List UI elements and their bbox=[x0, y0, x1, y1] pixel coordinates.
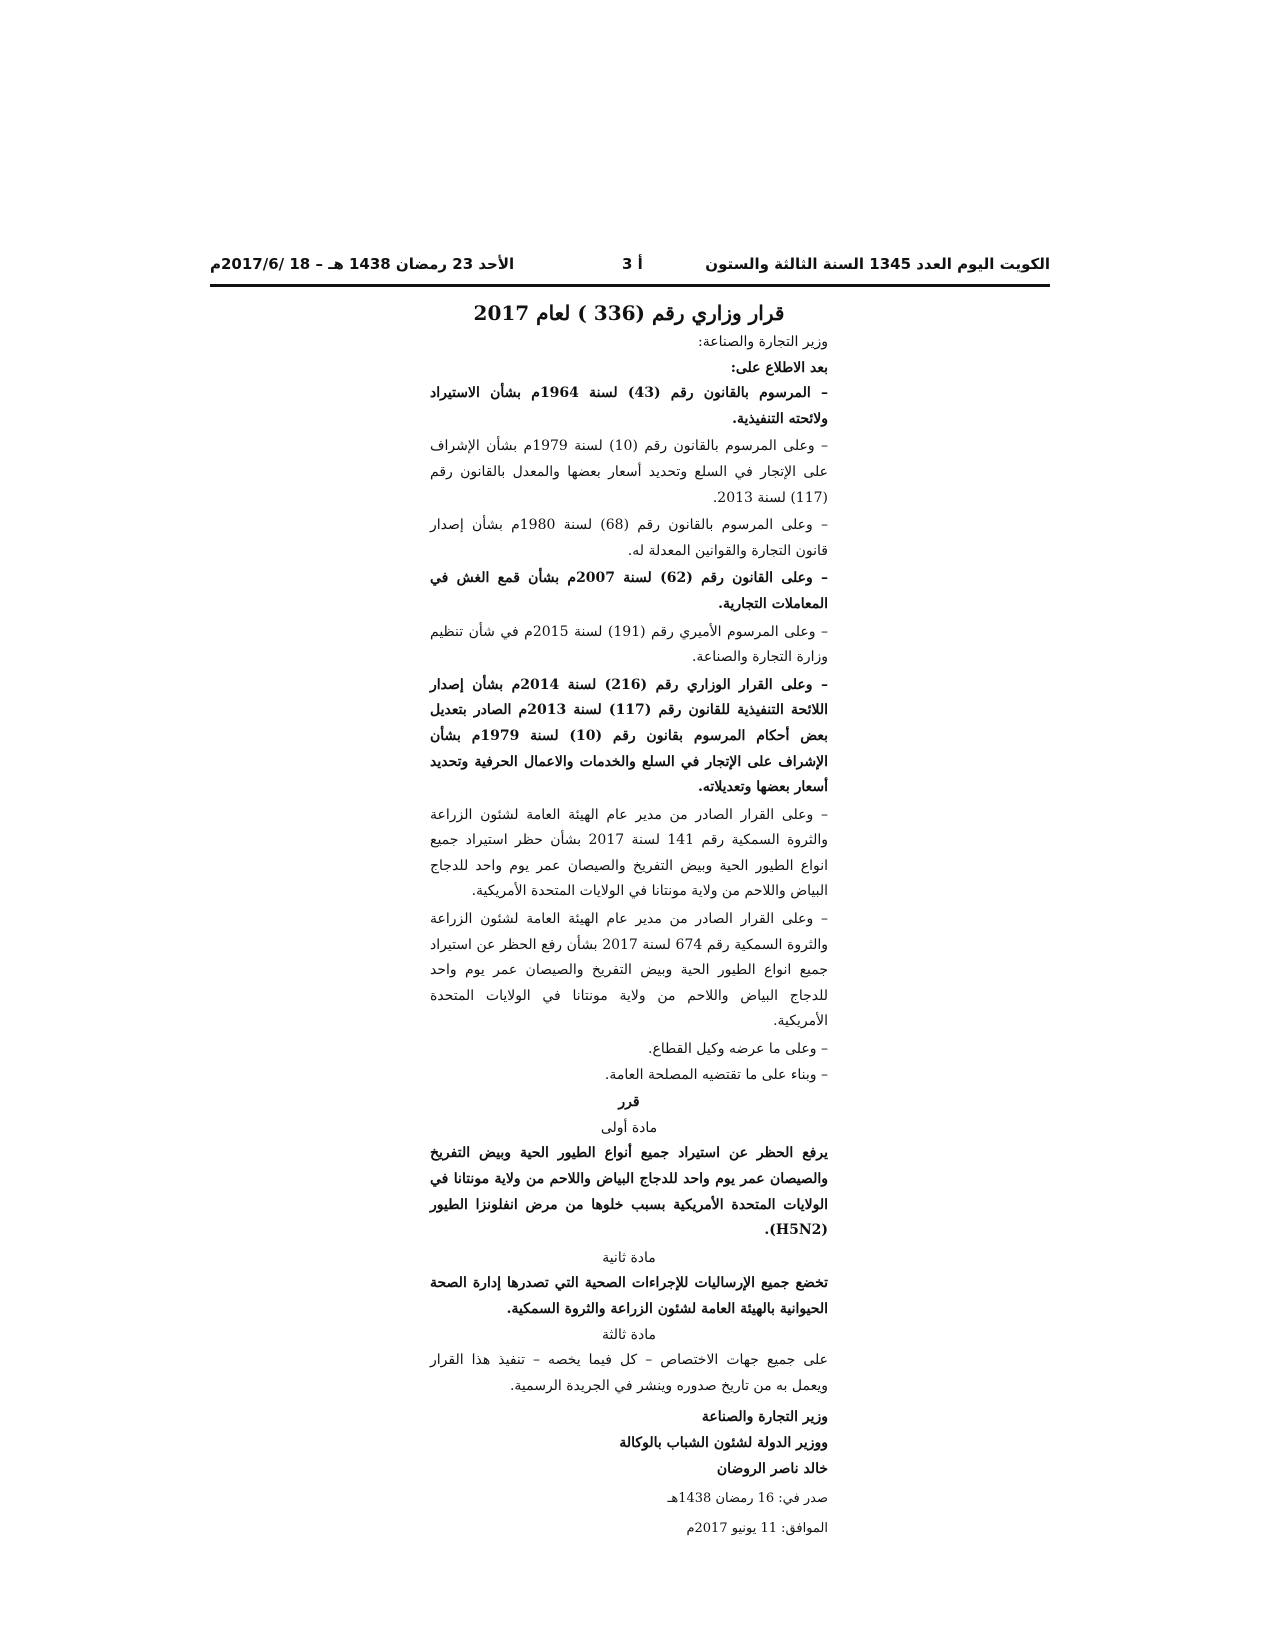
article-text: على جميع جهات الاختصاص – كل فيما يخصه – تنفيذ هذا القرار ويعمل به من تاريخ صدوره وينشر في الجريدة الرسمية. bbox=[430, 1352, 828, 1394]
issue-date: الأحد 23 رمضان 1438 هـ – 18 /2017/6م bbox=[210, 255, 515, 273]
recital-item: – وبناء على ما تقتضيه المصلحة العامة. bbox=[604, 1066, 828, 1083]
recital-item: – وعلى المرسوم بالقانون رقم (68) لسنة 1980م بشأن إصدار قانون التجارة والقوانين المعدلة له. bbox=[430, 517, 828, 559]
recital-item: – وعلى المرسوم بالقانون رقم (10) لسنة 1979م بشأن الإشراف على الإتجار في السلع وتحديد أسعار بعضها والمعدل بالقانون رقم (117) لسنة 2013. bbox=[430, 438, 828, 506]
corresponding-date: الموافق: 11 يونيو 2017م bbox=[686, 1520, 828, 1536]
decided-heading: قرر bbox=[618, 1094, 640, 1111]
article-text: تخضع جميع الإرساليات للإجراءات الصحية التي تصدرها إدارة الصحة الحيوانية بالهيئة العامة لشئون الزراعة والثروة السمكية. bbox=[430, 1275, 828, 1317]
recital-item: – وعلى القرار الصادر من مدير عام الهيئة العامة لشئون الزراعة والثروة السمكية رقم 141 لسنة 2017 بشأن حظر استيراد جميع انواع الطيور الحية وبيض التفريخ والصيصان عمر يوم واحد للدجاج البياض واللاحم من ولاية مونتانا في الولايات المتحدة الأمريكية. bbox=[430, 806, 828, 900]
recital-item: – وعلى القانون رقم (62) لسنة 2007م بشأن قمع الغش في المعاملات التجارية. bbox=[430, 570, 829, 612]
article-text: يرفع الحظر عن استيراد جميع أنواع الطيور الحية وبيض التفريخ والصيصان عمر يوم واحد للدجاج البياض واللاحم من ولاية مونتانا في الولايات المتحدة الأمريكية بسبب خلوها من مرض انفلونزا الطيور (H5N2). bbox=[430, 1145, 828, 1239]
page-header bbox=[210, 251, 1050, 279]
signature-title-2: ووزير الدولة لشئون الشباب بالوكالة bbox=[619, 1434, 828, 1451]
recital-item: – وعلى القرار الصادر من مدير عام الهيئة العامة لشئون الزراعة والثروة السمكية رقم 674 لسنة 2017 بشأن رفع الحظر عن استيراد جميع انواع الطيور الحية وبيض التفريخ والصيصان عمر يوم واحد للدجاج البياض واللاحم من ولاية مونتانا في الولايات المتحدة الأمريكية. bbox=[430, 911, 829, 1030]
recital-item: – وعلى ما عرضه وكيل القطاع. bbox=[648, 1041, 828, 1058]
page-number: أ 3 bbox=[622, 255, 643, 273]
article-heading: مادة ثالثة bbox=[602, 1326, 656, 1343]
header-rule bbox=[210, 284, 1050, 287]
recital-item: – المرسوم بالقانون رقم (43) لسنة 1964م بشأن الاستيراد ولائحته التنفيذية. bbox=[430, 385, 828, 427]
decision-column bbox=[430, 298, 828, 1541]
issued-date: صدر في: 16 رمضان 1438هـ bbox=[667, 1491, 828, 1507]
recital-item: – وعلى القرار الوزاري رقم (216) لسنة 2014م بشأن إصدار اللائحة التنفيذية للقانون رقم (117) لسنة 2013م الصادر بتعديل بعض أحكام المرسوم بقانون رقم (10) لسنة 1979م بشأن الإشراف على الإتجار في السلع والخدمات والاعمال الحرفية وتحديد أسعار بعضها وتعديلاته. bbox=[430, 676, 828, 796]
article-heading: مادة ثانية bbox=[602, 1249, 656, 1266]
recital-item: – وعلى المرسوم الأميري رقم (191) لسنة 2015م في شأن تنظيم وزارة التجارة والصناعة. bbox=[430, 623, 828, 666]
decision-title: قرار وزاري رقم (336 ) لعام 2017 bbox=[473, 301, 785, 325]
gazette-issue-info: الكويت اليوم العدد 1345 السنة الثالثة والستون bbox=[705, 255, 1050, 273]
signatory-name: خالد ناصر الروضان bbox=[716, 1460, 828, 1477]
minister-line: وزير التجارة والصناعة: bbox=[698, 334, 828, 350]
article-heading: مادة أولى bbox=[600, 1119, 658, 1136]
signature-title: وزير التجارة والصناعة bbox=[701, 1409, 828, 1426]
after-review-line: بعد الاطلاع على: bbox=[730, 359, 828, 376]
